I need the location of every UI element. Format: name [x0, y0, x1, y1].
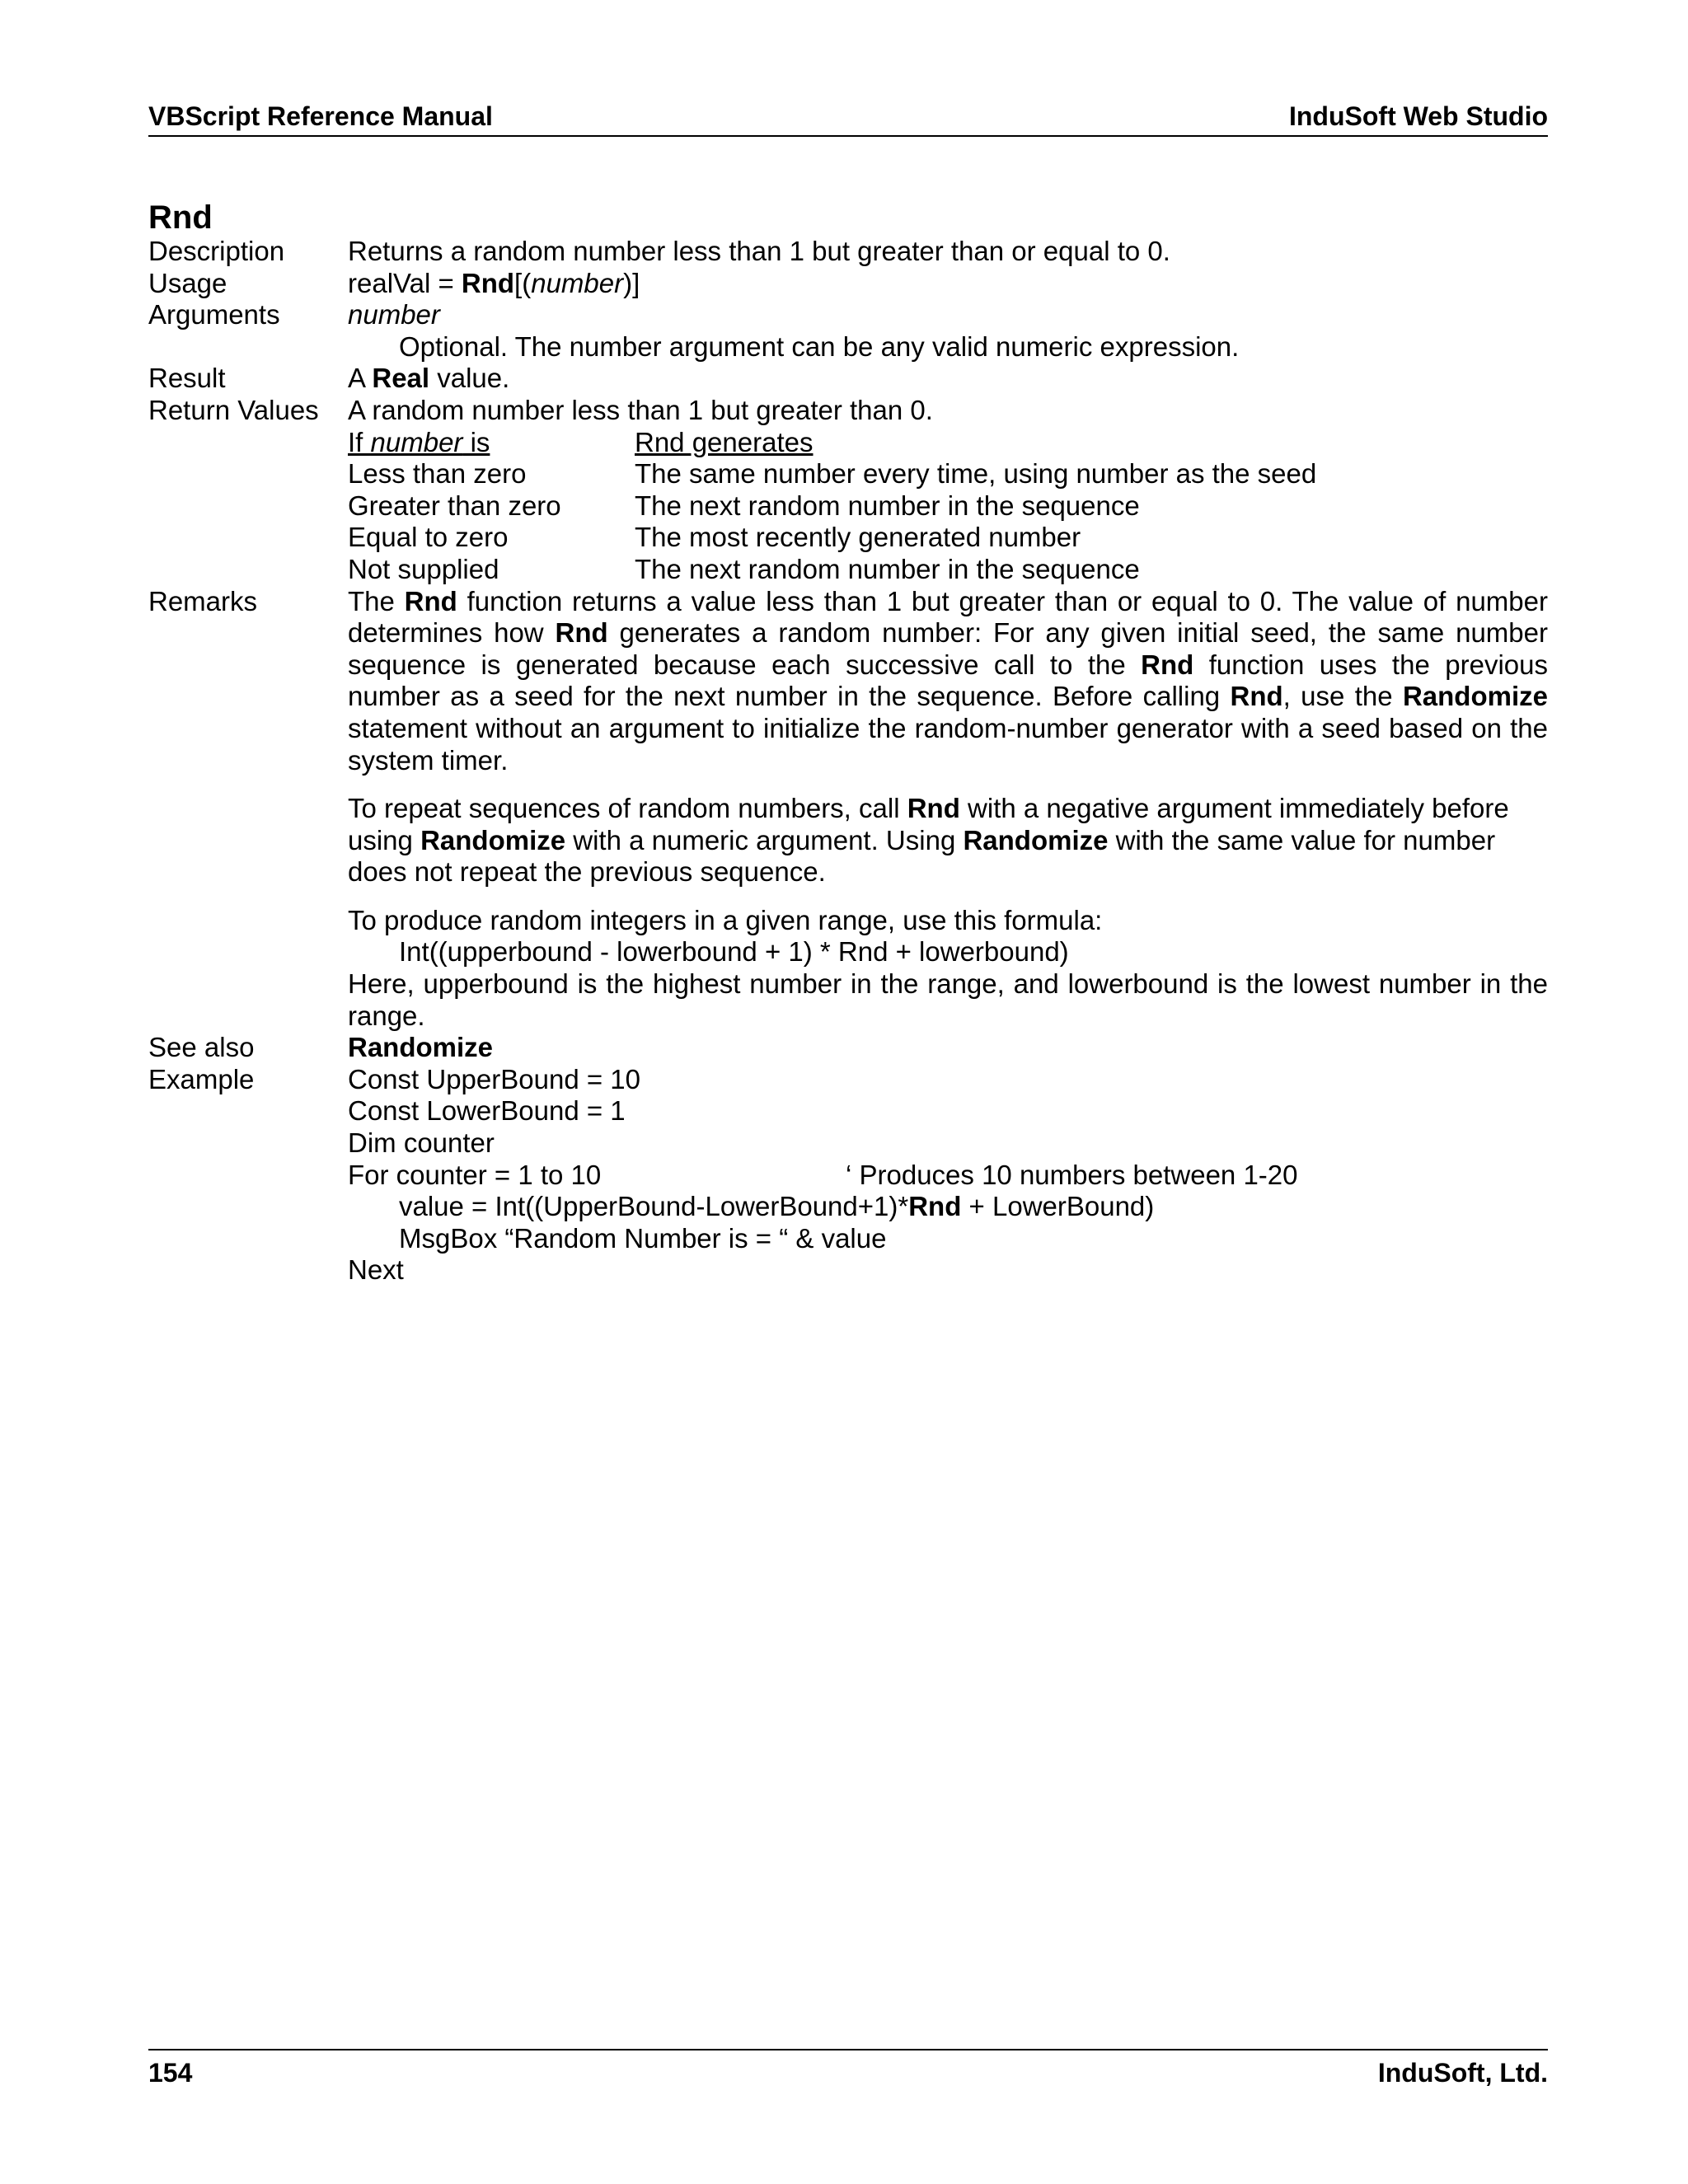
code-line: Next	[348, 1254, 404, 1286]
example-row	[148, 1064, 1550, 1286]
page-header	[148, 97, 1548, 137]
table-row: Less than zero The same number every time, using number as the seed	[348, 458, 1317, 490]
usage-syntax: realVal = Rnd[(number)]	[348, 267, 640, 298]
see-also-label: See also	[148, 1032, 255, 1063]
code-line: For counter = 1 to 10 ‘ Produces 10 numbers between 1-20	[348, 1159, 1298, 1190]
return-values-table-header: If number is Rnd generates	[348, 426, 814, 457]
see-also-randomize-link[interactable]: Randomize	[348, 1032, 494, 1063]
description-text: Returns a random number less than 1 but greater than or equal to 0.	[348, 236, 1170, 266]
code-line: MsgBox “Random Number is = “ & value	[399, 1222, 887, 1254]
page-number: 154	[148, 2058, 193, 2088]
code-line: Dim counter	[348, 1127, 495, 1159]
example-code	[348, 1064, 1548, 1286]
description-row	[148, 236, 1550, 268]
result-text: A Real value.	[348, 363, 510, 394]
arguments-row	[148, 299, 1550, 363]
usage-label: Usage	[148, 267, 227, 298]
argument-name: number	[348, 299, 440, 330]
remarks-label: Remarks	[148, 585, 258, 616]
code-line: value = Int((UpperBound-LowerBound+1)*Rnd + LowerBound)	[399, 1191, 1155, 1222]
footer-company: InduSoft, Ltd.	[1377, 2058, 1548, 2088]
code-line: Const LowerBound = 1	[348, 1095, 626, 1127]
table-row: Equal to zero The most recently generated number	[348, 522, 1081, 553]
table-row: Not supplied The next random number in the sequence	[348, 553, 1140, 584]
remarks-paragraph-1: The Rnd function returns a value less than 1 but greater than or equal to 0. The value of number determines how Rnd generates a random number: For any given initial seed, the same number sequence is generated because each successive call to the Rnd function uses the previous number as a seed for the next number in the sequence. Before calling Rnd, use the Randomize statement without an argument to initialize the random-number generator with a seed based on the system timer.	[348, 585, 1548, 776]
return-values-label: Return Values	[148, 394, 319, 425]
code-comment: ‘ Produces 10 numbers between 1-20	[846, 1159, 1298, 1190]
reference-content	[148, 236, 1550, 1286]
table-row: Greater than zero The next random number in the sequence	[348, 490, 1140, 521]
remarks-paragraph-3-intro: To produce random integers in a given range, use this formula:	[348, 904, 1103, 935]
page-title: Rnd	[148, 199, 213, 236]
arguments-label: Arguments	[148, 299, 280, 330]
usage-row	[148, 268, 1550, 300]
header-product-name: InduSoft Web Studio	[1288, 101, 1548, 131]
remarks-formula: Int((upperbound - lowerbound + 1) * Rnd + lowerbound)	[399, 936, 1069, 968]
result-row	[148, 363, 1550, 395]
result-label: Result	[148, 363, 226, 394]
page-footer	[148, 2049, 1548, 2093]
description-label: Description	[148, 236, 285, 266]
see-also-row	[148, 1032, 1550, 1064]
remarks-paragraph-3-text: Here, upperbound is the highest number in the range, and lowerbound is the lowest number in the range.	[348, 968, 1548, 1031]
argument-description: Optional. The number argument can be any valid numeric expression.	[399, 330, 1240, 362]
remarks-row	[148, 586, 1550, 1033]
header-manual-title: VBScript Reference Manual	[148, 101, 493, 131]
return-values-intro: A random number less than 1 but greater than 0.	[348, 394, 933, 425]
code-line: Const UpperBound = 10	[348, 1063, 640, 1094]
example-label: Example	[148, 1063, 255, 1094]
remarks-paragraph-2: To repeat sequences of random numbers, call Rnd with a negative argument immediately before using Randomize with a numeric argument. Using Randomize with the same value for number does not repeat the previous sequence.	[348, 793, 1509, 888]
return-values-row	[148, 395, 1550, 586]
